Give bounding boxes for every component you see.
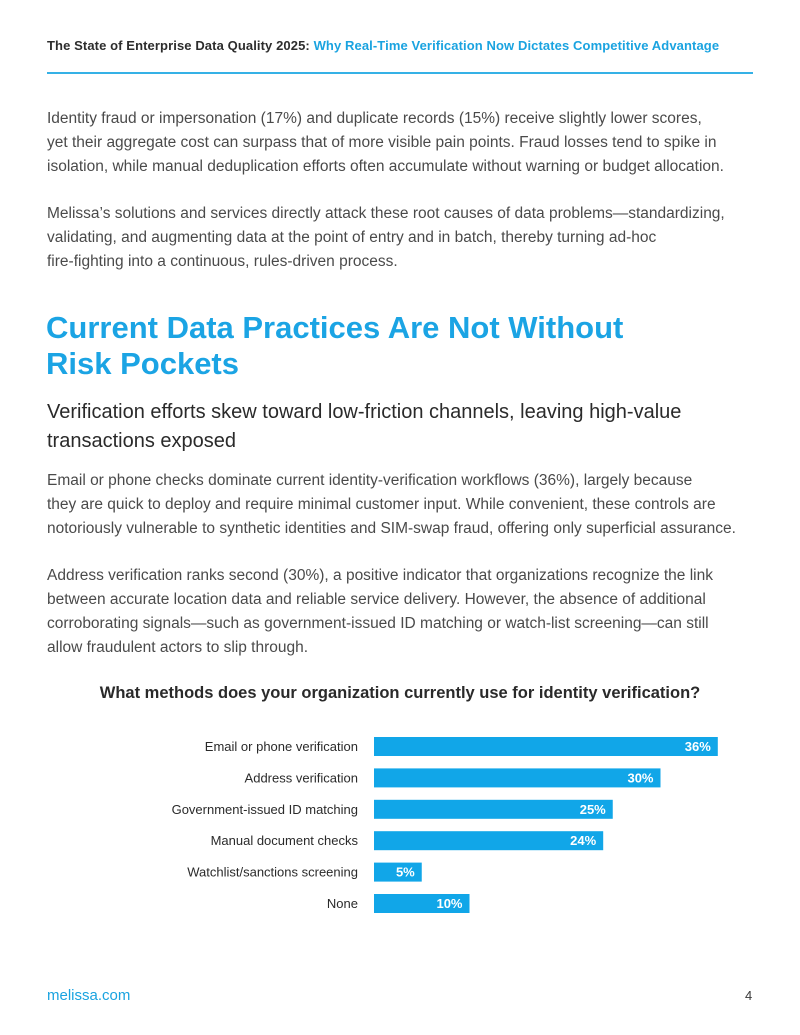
header-subtitle: Why Real-Time Verification Now Dictates Competitive Advantage xyxy=(313,38,720,53)
bar-value-label: 24% xyxy=(570,833,597,849)
bar xyxy=(374,800,613,819)
paragraph-line: Email or phone checks dominate current identity-verification workflows (36%), largely because xyxy=(47,472,693,489)
bar-value-label: 10% xyxy=(436,896,463,911)
section-title-line: Current Data Practices Are Not Without xyxy=(46,310,624,345)
bar-value-label: 30% xyxy=(627,770,654,786)
page-header xyxy=(47,38,753,53)
paragraph-line: Identity fraud or impersonation (17%) and duplicate records (15%) receive slightly lower scores, xyxy=(47,110,702,127)
category-label: Manual document checks xyxy=(210,833,358,849)
page-number: 4 xyxy=(745,988,753,1003)
bar-value-label: 36% xyxy=(684,739,711,754)
bar xyxy=(374,768,661,787)
paragraph-line: Melissa’s solutions and services directly attack these root causes of data problems—standardizing, xyxy=(47,205,725,222)
header-title: The State of Enterprise Data Quality 2025: xyxy=(47,38,310,53)
section-subtitle-line: transactions exposed xyxy=(47,430,237,452)
bar xyxy=(374,737,718,756)
bar-value-label: 5% xyxy=(395,864,415,880)
footer-site-link[interactable]: melissa.com xyxy=(47,987,131,1004)
paragraph-line: they are quick to deploy and require minimal customer input. While convenient, these controls are xyxy=(47,496,716,513)
paragraph-line: allow fraudulent actors to slip through. xyxy=(47,639,309,656)
paragraph-line: validating, and augmenting data at the point of entry and in batch, thereby turning ad-hoc xyxy=(47,229,657,246)
bar-value-label: 25% xyxy=(579,801,606,817)
paragraph-line: Address verification ranks second (30%), a positive indicator that organizations recognize the link xyxy=(47,567,713,584)
section-title-line: Risk Pockets xyxy=(46,346,239,381)
section-subtitle-line: Verification efforts skew toward low-friction channels, leaving high-value xyxy=(47,401,682,423)
section-subtitle xyxy=(47,398,681,456)
chart-title: What methods does your organization currently use for identity verification? xyxy=(99,684,701,702)
category-label: Watchlist/sanctions screening xyxy=(187,864,358,880)
paragraph-melissa-solutions xyxy=(47,202,759,274)
paragraph-address-verification xyxy=(47,564,759,660)
paragraph-line: yet their aggregate cost can surpass that of more visible pain points. Fraud losses tend to spike in xyxy=(47,134,717,151)
category-label: Government-issued ID matching xyxy=(171,801,358,817)
paragraph-line: notoriously vulnerable to synthetic identities and SIM-swap fraud, offering only superficial assurance. xyxy=(47,520,736,537)
header-divider xyxy=(47,72,753,74)
paragraph-line: isolation, while manual deduplication efforts often accumulate without warning or budget allocation. xyxy=(47,158,724,175)
paragraph-line: fire-fighting into a continuous, rules-driven process. xyxy=(47,253,398,270)
bar xyxy=(374,831,603,850)
paragraph-identity-fraud xyxy=(47,107,759,179)
category-label: Email or phone verification xyxy=(204,739,358,754)
paragraph-email-phone-checks xyxy=(47,469,759,541)
identity-verification-bar-chart xyxy=(0,725,800,925)
section-title xyxy=(46,310,623,382)
paragraph-line: corroborating signals—such as government-issued ID matching or watch-list screening—can still xyxy=(47,615,709,632)
category-label: Address verification xyxy=(244,770,358,786)
paragraph-line: between accurate location data and reliable service delivery. However, the absence of additional xyxy=(47,591,706,608)
category-label: None xyxy=(326,896,358,911)
